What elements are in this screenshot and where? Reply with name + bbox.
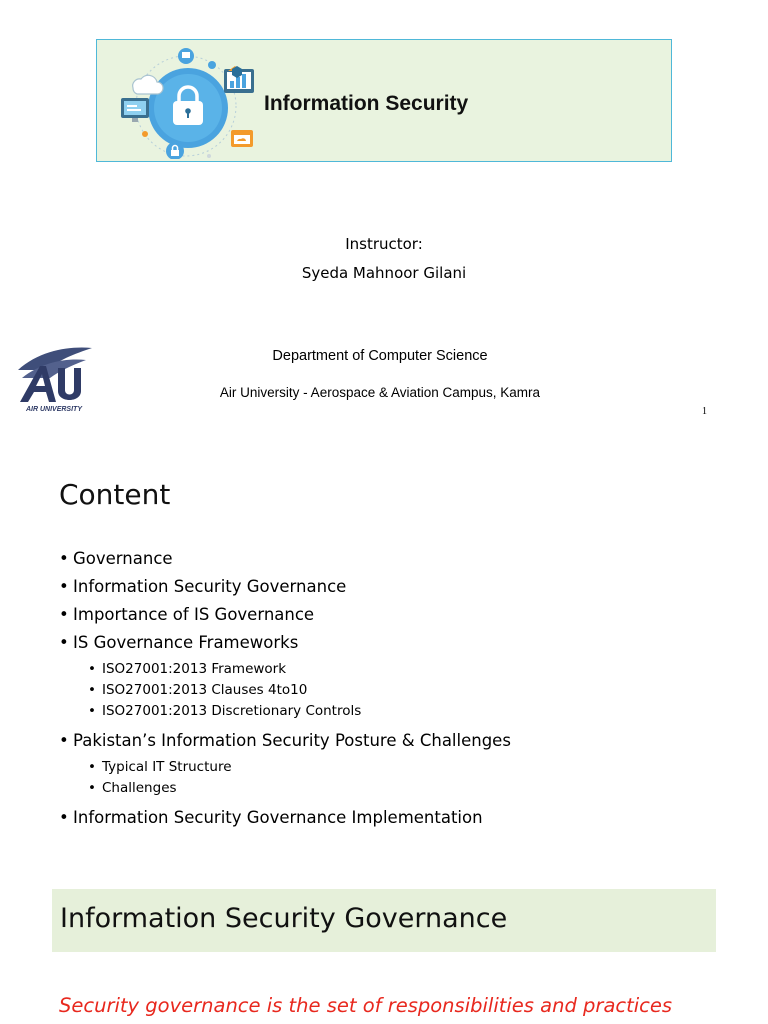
title-slide [0,0,768,440]
section-title-bar [52,889,716,952]
logo-text: AIR UNIVERSITY [25,406,83,413]
bullet-icon: • [59,731,69,750]
instructor-block [0,230,768,288]
bullet-icon: • [59,577,69,596]
bullet-icon: • [88,661,96,677]
sub-list-item: • ISO27001:2013 Clauses 4to10 [88,682,308,698]
list-item: • Governance [59,549,173,568]
bullet-icon: • [59,808,69,827]
content-heading: Content [59,478,171,511]
list-item: • Information Security Governance [59,577,347,596]
list-item: • Importance of IS Governance [59,605,315,624]
security-lock-illustration [111,44,261,159]
list-item: • Information Security Governance Implementation [59,808,483,827]
section-title: Information Security Governance [60,903,508,934]
page-number: 1 [702,406,707,417]
sub-list-item: • Challenges [88,780,177,796]
bullet-icon: • [88,780,96,796]
instructor-name: Syeda Mahnoor Gilani [301,264,467,282]
department-name: Department of Computer Science [272,348,488,364]
sub-list-item: • Typical IT Structure [88,759,232,775]
bullet-icon: • [88,703,96,719]
sub-list-item: • ISO27001:2013 Framework [88,661,287,677]
list-item: • Pakistan’s Information Security Posture & Challenges [59,731,511,750]
definition-text: Security governance is the set of responsibilities and practices [59,994,673,1017]
bullet-icon: • [88,682,96,698]
air-university-logo [12,344,96,414]
instructor-label: Instructor: [345,235,423,253]
bullet-icon: • [59,549,69,568]
sub-list-item: • ISO27001:2013 Discretionary Controls [88,703,362,719]
banner-title: Information Security [264,92,469,115]
title-banner [96,39,672,162]
bullet-icon: • [88,759,96,775]
list-item: • IS Governance Frameworks [59,633,299,652]
campus-name: Air University - Aerospace & Aviation Campus, Kamra [219,385,541,400]
bullet-icon: • [59,605,69,624]
content-list [59,548,759,835]
bullet-icon: • [59,633,69,652]
